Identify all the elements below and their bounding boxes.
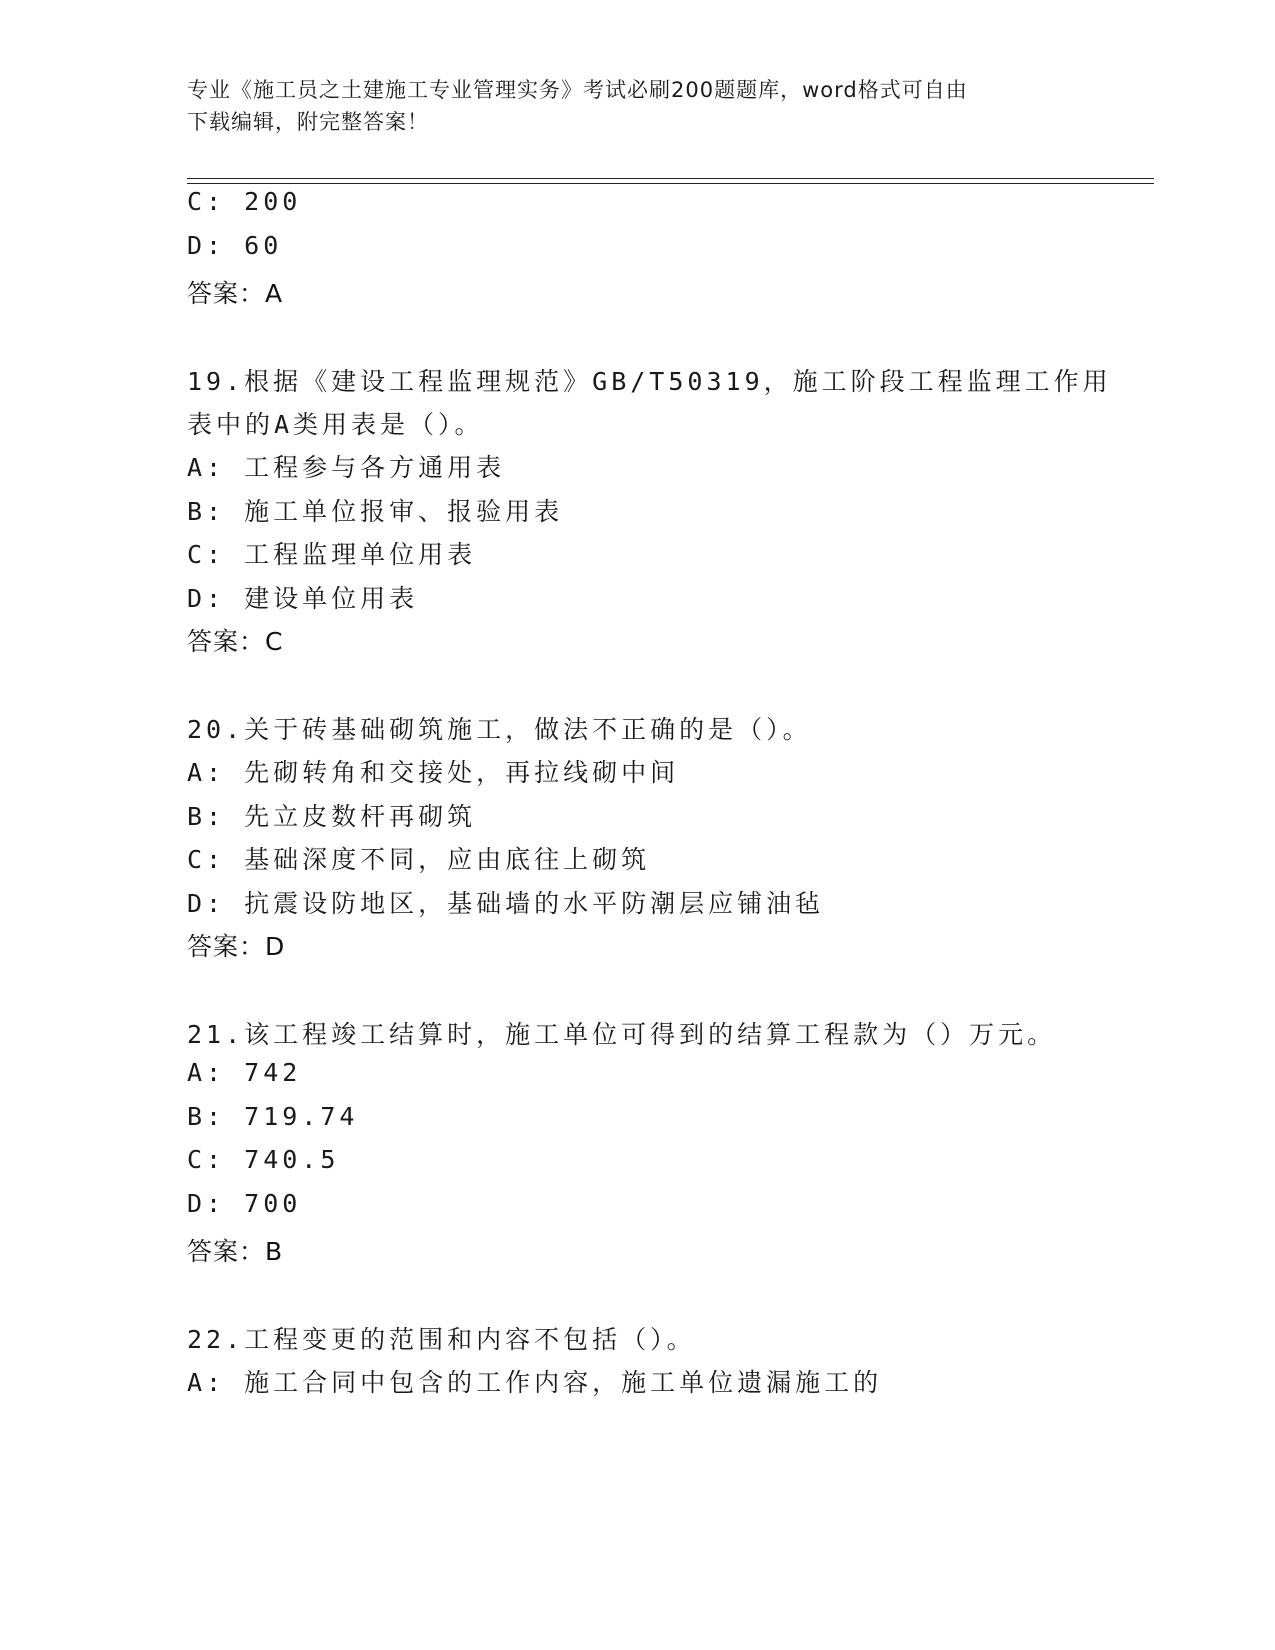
answer-line: 答案：D (187, 932, 286, 961)
question-line: 19.根据《建设工程监理规范》GB/T50319，施工阶段工程监理工作用 (187, 367, 1112, 396)
question-line: 21.该工程竣工结算时，施工单位可得到的结算工程款为（）万元。 (187, 1020, 1057, 1049)
option-line: C: 200 (187, 187, 302, 216)
option-line: D: 抗震设防地区，基础墙的水平防潮层应铺油毡 (187, 889, 825, 918)
header-divider-top (187, 178, 1154, 179)
option-line: A: 742 (187, 1058, 302, 1087)
option-line: C: 基础深度不同，应由底往上砌筑 (187, 845, 651, 874)
header-line-2: 下载编辑，附完整答案！ (187, 110, 429, 134)
header-line-1: 专业《施工员之土建施工专业管理实务》考试必刷200题题库，word格式可自由 (187, 78, 968, 102)
option-line: A: 先砌转角和交接处，再拉线砌中间 (187, 758, 680, 787)
question-line: 20.关于砖基础砌筑施工，做法不正确的是（）。 (187, 715, 812, 744)
option-line: D: 60 (187, 231, 283, 260)
option-line: B: 719.74 (187, 1102, 359, 1131)
option-line: D: 建设单位用表 (187, 584, 419, 613)
answer-line: 答案：C (187, 627, 284, 656)
answer-line: 答案：A (187, 279, 284, 308)
option-line: D: 700 (187, 1189, 302, 1218)
header-divider-bottom (187, 183, 1154, 184)
option-line: B: 先立皮数杆再砌筑 (187, 802, 477, 831)
option-line: A: 工程参与各方通用表 (187, 453, 506, 482)
question-line: 22.工程变更的范围和内容不包括（）。 (187, 1325, 696, 1354)
option-line: C: 工程监理单位用表 (187, 540, 477, 569)
question-line: 表中的A类用表是（）。 (187, 410, 484, 439)
option-line: A: 施工合同中包含的工作内容，施工单位遗漏施工的 (187, 1368, 883, 1397)
page-header (187, 74, 1087, 138)
answer-line: 答案：B (187, 1237, 284, 1266)
option-line: C: 740.5 (187, 1145, 340, 1174)
option-line: B: 施工单位报审、报验用表 (187, 497, 564, 526)
